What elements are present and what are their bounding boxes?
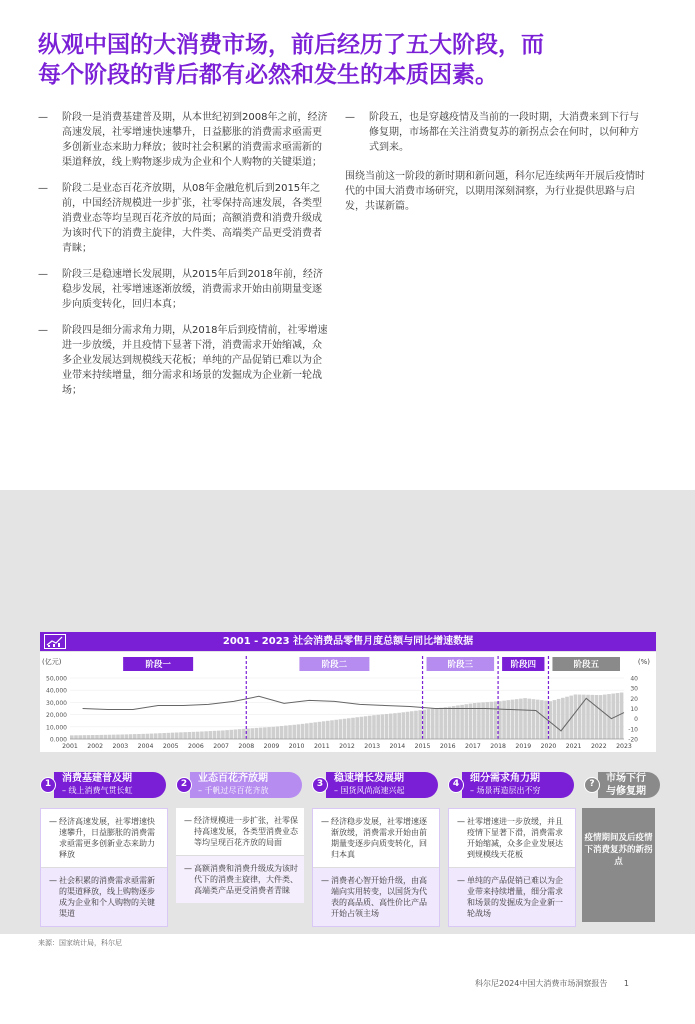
bar: [435, 708, 439, 739]
card-text: 社会积累的消费需求亟需新的渠道释放，线上购物逐步成为企业和个人购物的关键渠道: [59, 876, 155, 918]
bar: [322, 721, 326, 739]
x-tick-label: 2020: [540, 743, 557, 750]
page-footer: [475, 978, 629, 989]
bar: [83, 735, 87, 739]
x-tick-label: 2018: [490, 743, 506, 750]
card-text: 社零增速进一步放缓，并且疫情下显著下滑，消费需求开始缩减，众多企业发展达到规模线天花板: [467, 817, 563, 859]
bar: [406, 712, 410, 739]
bar: [91, 735, 95, 739]
bar: [330, 720, 334, 739]
bar: [326, 721, 330, 739]
bullet-text: 阶段二是业态百花齐放期，从08年金融危机后到2015年之前，中国经济规模进一步扩张，社零保持高速发展，各类型消费业态等均呈现百花齐放的局面；高额消费和消费升级成为该时代下的消费主旋律，大件类、高端类产品更受消费者青睐；: [62, 183, 322, 254]
bar: [364, 716, 368, 739]
y-axis-right-label: (%): [637, 658, 650, 666]
y-tick-left: 10,000: [46, 724, 67, 732]
bar: [481, 702, 485, 739]
stage-subtitle: 与修复期: [606, 786, 646, 797]
stage-banner-label: 阶段三: [447, 660, 474, 670]
bar: [389, 714, 393, 739]
y-tick-left: 20,000: [46, 712, 67, 720]
bar: [494, 701, 498, 739]
bar: [175, 732, 179, 739]
bar: [385, 714, 389, 739]
bar: [271, 727, 275, 739]
bar: [120, 734, 124, 739]
x-tick-label: 2015: [414, 743, 431, 750]
bar: [465, 704, 469, 739]
bar: [590, 695, 594, 739]
right-column: [345, 110, 645, 214]
card-dash: —: [457, 876, 465, 885]
bar: [347, 718, 351, 739]
bar: [196, 732, 200, 739]
bar: [125, 734, 129, 739]
x-tick-label: 2007: [213, 743, 229, 750]
bullet-text: 阶段四是细分需求角力期，从2018年后到疫情前，社零增速进一步放缓，并且疫情下显著下滑，消费需求开始缩减，众多企业发展达到规模线天花板；单纯的产品促销已难以为企业带来持续增量，细分需求和场景的发掘成为企业新一轮战场；: [62, 325, 328, 396]
x-tick-label: 2001: [62, 743, 78, 750]
stage-card-1: [40, 808, 168, 927]
bar: [188, 732, 192, 739]
x-tick-label: 2004: [137, 743, 154, 750]
stage-card-4: [448, 808, 576, 927]
bar: [108, 735, 112, 739]
bullet-dash: —: [38, 112, 48, 123]
x-tick-label: 2022: [590, 743, 607, 750]
bullet-text: 阶段三是稳速增长发展期，从2015年后到2018年前，经济稳步发展，社零增速逐渐放缓，消费需求开始由前期量变逐步向质变转化，回归本真；: [62, 269, 323, 310]
bar: [280, 726, 284, 739]
stage-number-badge: 4: [448, 777, 464, 793]
y-tick-left: 40,000: [46, 687, 67, 695]
x-tick-label: 2003: [112, 743, 129, 750]
bar: [368, 716, 372, 739]
y-tick-right: -10: [628, 726, 638, 734]
x-tick-label: 2019: [515, 743, 532, 750]
stage-tag-body: [462, 772, 574, 798]
bar: [557, 699, 561, 739]
bar: [565, 697, 569, 739]
bar: [259, 728, 263, 739]
bar: [87, 735, 91, 739]
bar: [393, 713, 397, 739]
y-tick-right: 0: [634, 716, 638, 724]
stage-2-bullet: [38, 181, 328, 256]
stage-subtitle: – 国货风尚高速兴起: [334, 786, 405, 795]
bar: [506, 700, 510, 739]
bar: [255, 728, 259, 739]
card-block: [449, 867, 575, 926]
stage-number-badge: 1: [40, 777, 56, 793]
card-dash: —: [457, 817, 465, 826]
bar: [339, 719, 343, 739]
left-column: [38, 110, 328, 409]
x-tick-label: 2014: [389, 743, 406, 750]
card-block: [41, 809, 167, 867]
stage-title: 细分需求角力期: [470, 773, 540, 784]
bar: [410, 711, 414, 739]
bar: [292, 725, 296, 739]
bar: [532, 699, 536, 739]
bar: [540, 700, 544, 739]
stage-subtitle: – 场景再造层出不穷: [470, 786, 541, 795]
bar: [318, 722, 322, 739]
bar: [70, 735, 74, 739]
footer-report-title: 科尔尼2024中国大消费市场洞察报告: [475, 979, 608, 988]
stage-title: 稳速增长发展期: [334, 773, 404, 784]
card-text: 高额消费和消费升级成为该时代下的消费主旋律，大件类、高端类产品更受消费者青睐: [194, 864, 298, 895]
bar: [452, 706, 456, 739]
card-block: [41, 867, 167, 926]
bar: [360, 717, 364, 739]
stage-3-bullet: [38, 267, 328, 312]
headline-line-2: 每个阶段的背后都有必然和发生的本质因素。: [38, 62, 498, 88]
x-tick-label: 2006: [188, 743, 204, 750]
x-tick-label: 2010: [288, 743, 305, 750]
bar: [217, 731, 221, 739]
bar: [574, 694, 578, 739]
bar: [238, 729, 242, 739]
bar: [74, 735, 78, 739]
card-dash: —: [321, 817, 329, 826]
bar: [250, 728, 254, 739]
bar: [402, 712, 406, 739]
x-tick-label: 2021: [565, 743, 582, 750]
x-tick-label: 2002: [87, 743, 104, 750]
bar: [603, 695, 607, 739]
chart-header-bar: [40, 632, 656, 651]
bar: [523, 698, 527, 739]
bar: [234, 729, 238, 739]
bar: [439, 708, 443, 739]
chart: [40, 632, 656, 752]
headline: [38, 30, 658, 90]
x-tick-label: 2009: [263, 743, 280, 750]
bullet-text: 阶段一是消费基建普及期，从本世纪初到2008年之前，经济高速发展，社零增速快速攀升，日益膨胀的消费需求亟需更多创新业态来助力释放；彼时社会积累的消费需求亟需新的渠道释放，线上购物逐步成为企业和个人购物的关键渠道；: [62, 112, 328, 168]
bar: [355, 717, 359, 739]
bar: [561, 698, 565, 739]
card-block: [313, 809, 439, 867]
stage-number-badge: 3: [312, 777, 328, 793]
bullet-dash: —: [38, 183, 48, 194]
y-tick-left: 50,000: [46, 675, 67, 683]
bar: [276, 726, 280, 739]
bar: [209, 731, 213, 739]
bullet-dash: —: [38, 269, 48, 280]
bar: [221, 730, 225, 739]
bullet-text: 阶段五，也是穿越疫情及当前的一段时期，大消费来到下行与修复期，市场都在关注消费复苏的新拐点会在何时，以何种方式到来。: [369, 112, 639, 153]
bar: [305, 723, 309, 739]
bar: [502, 701, 506, 739]
stage-banner-label: 阶段四: [510, 660, 537, 670]
stage-tag-body: [54, 772, 166, 798]
bar: [511, 700, 515, 739]
bar: [150, 734, 154, 739]
bar: [171, 733, 175, 739]
bar: [460, 705, 464, 739]
bar: [263, 727, 267, 739]
bar: [192, 732, 196, 739]
card-text: 经济稳步发展，社零增速逐渐放缓，消费需求开始由前期量变逐步向质变转化，回归本真: [331, 817, 427, 859]
y-axis-left-label: (亿元): [42, 658, 62, 666]
card-dash: —: [49, 876, 57, 885]
bar: [309, 723, 313, 739]
y-tick-left: 30,000: [46, 699, 67, 707]
bar: [284, 726, 288, 739]
bar: [146, 734, 150, 739]
stage-1-bullet: [38, 110, 328, 170]
y-tick-right: 30: [630, 685, 638, 693]
bar: [418, 710, 422, 739]
bar: [372, 715, 376, 739]
bar: [104, 735, 108, 739]
x-tick-label: 2005: [162, 743, 179, 750]
bar: [519, 699, 523, 739]
stage-row: [40, 770, 660, 800]
bar: [414, 711, 418, 739]
bar: [213, 731, 217, 739]
bar: [444, 707, 448, 739]
bar: [490, 702, 494, 739]
bar: [154, 733, 158, 739]
bar: [515, 699, 519, 739]
y-tick-right: 10: [630, 706, 638, 713]
stage-card-3: [312, 808, 440, 927]
bar: [200, 731, 204, 739]
stage-tag-body: [190, 772, 302, 798]
bar: [553, 700, 557, 739]
stage-subtitle: – 千帆过尽百花齐放: [198, 786, 269, 795]
bar: [141, 734, 145, 739]
bar: [267, 727, 271, 739]
bar: [225, 730, 229, 739]
chart-title: 2001 - 2023 社会消费品零售月度总额与同比增速数据: [222, 636, 474, 647]
bar: [183, 732, 187, 739]
bar: [486, 702, 490, 739]
bar: [162, 733, 166, 739]
bar: [116, 735, 120, 739]
summary-paragraph: 围绕当前这一阶段的新时期和新问题，科尔尼连续两年开展后疫情时代的中国大消费市场研究，以期用深刻洞察，为行业提供思路与启发，共谋新篇。: [345, 171, 645, 212]
bar: [179, 732, 183, 739]
bar: [313, 722, 317, 739]
bar: [536, 700, 540, 739]
stage-banner-label: 阶段二: [321, 660, 348, 670]
chart-plot: [40, 652, 656, 752]
card-dash: —: [321, 876, 329, 885]
source-note: 来源：国家统计局，科尔尼: [38, 939, 122, 947]
card-block: [449, 809, 575, 867]
stage-5-bullet: [345, 110, 645, 155]
stage-number-badge: 2: [176, 777, 192, 793]
bar: [620, 693, 624, 739]
bar: [527, 699, 531, 739]
y-tick-right: -20: [628, 736, 638, 744]
card-dash: —: [184, 816, 192, 825]
bar: [129, 734, 133, 739]
card-text: 经济高速发展，社零增速快速攀升，日益膨胀的消费需求亟需更多创新业态来助力释放: [59, 817, 155, 859]
bar: [301, 724, 305, 739]
stage-banner-label: 阶段五: [573, 660, 599, 670]
stage-banner-label: 阶段一: [145, 660, 171, 670]
stage-title: 市场下行: [606, 773, 646, 784]
card-block: [176, 855, 304, 903]
stage-title: 消费基建普及期: [62, 773, 132, 784]
x-tick-label: 2017: [465, 743, 481, 750]
bar: [229, 730, 233, 739]
card-block: [176, 808, 304, 855]
bar: [78, 735, 82, 739]
stage-subtitle: – 线上消费气贯长虹: [62, 786, 133, 795]
bar: [334, 720, 338, 739]
x-tick-label: 2011: [313, 743, 330, 750]
bar: [578, 695, 582, 739]
bar: [112, 735, 116, 739]
headline-line-1: 纵观中国的大消费市场，前后经历了五大阶段，而: [38, 32, 544, 58]
bar: [343, 719, 347, 739]
bar: [431, 709, 435, 739]
y-tick-right: 20: [630, 695, 638, 703]
stage-card-5: 疫情期间及后疫情下消费复苏的新拐点: [582, 808, 655, 922]
x-tick-label: 2023: [616, 743, 632, 750]
x-tick-label: 2008: [238, 743, 255, 750]
bar: [376, 715, 380, 739]
stage-4-bullet: [38, 323, 328, 398]
card-dash: —: [49, 817, 57, 826]
x-tick-label: 2012: [339, 743, 355, 750]
card-dash: —: [184, 864, 192, 873]
bar: [381, 714, 385, 739]
bar: [595, 695, 599, 739]
bar: [297, 724, 301, 739]
bar: [99, 735, 103, 739]
bullet-dash: —: [345, 112, 355, 123]
stage-tag-body: [598, 772, 660, 798]
bar: [427, 709, 431, 739]
x-tick-label: 2016: [439, 743, 456, 750]
bar: [242, 729, 246, 739]
bar: [158, 733, 162, 739]
bar: [599, 695, 603, 739]
card-block: [313, 867, 439, 926]
card-text: 消费者心智开始升级，由高端向实用转变，以国货为代表的高品质、高性价比产品开始占领主场: [331, 876, 427, 918]
y-tick-right: 40: [630, 675, 638, 683]
card-text: 单纯的产品促销已难以为企业带来持续增量，细分需求和场景的发掘成为企业新一轮战场: [467, 876, 563, 918]
bar: [204, 731, 208, 739]
bar: [423, 710, 427, 739]
bar: [167, 733, 171, 739]
stage-card-2: [176, 808, 304, 903]
bar: [133, 734, 137, 739]
bar: [351, 718, 355, 739]
stage-title: 业态百花齐放期: [198, 773, 268, 784]
card-text: 经济规模进一步扩张，社零保持高速发展，各类型消费业态等均呈现百花齐放的局面: [194, 816, 298, 847]
bar: [137, 734, 141, 739]
bar: [397, 713, 401, 739]
y-tick-left: 0.000: [49, 736, 67, 744]
page-number: 1: [623, 979, 629, 988]
x-tick-label: 2013: [364, 743, 381, 750]
bar: [448, 707, 452, 739]
bullet-dash: —: [38, 325, 48, 336]
bar: [288, 725, 292, 739]
stage-number-badge: ?: [584, 777, 600, 793]
stage-tag-body: [326, 772, 438, 798]
bar: [611, 694, 615, 739]
bar: [456, 705, 460, 739]
bar: [95, 735, 99, 739]
